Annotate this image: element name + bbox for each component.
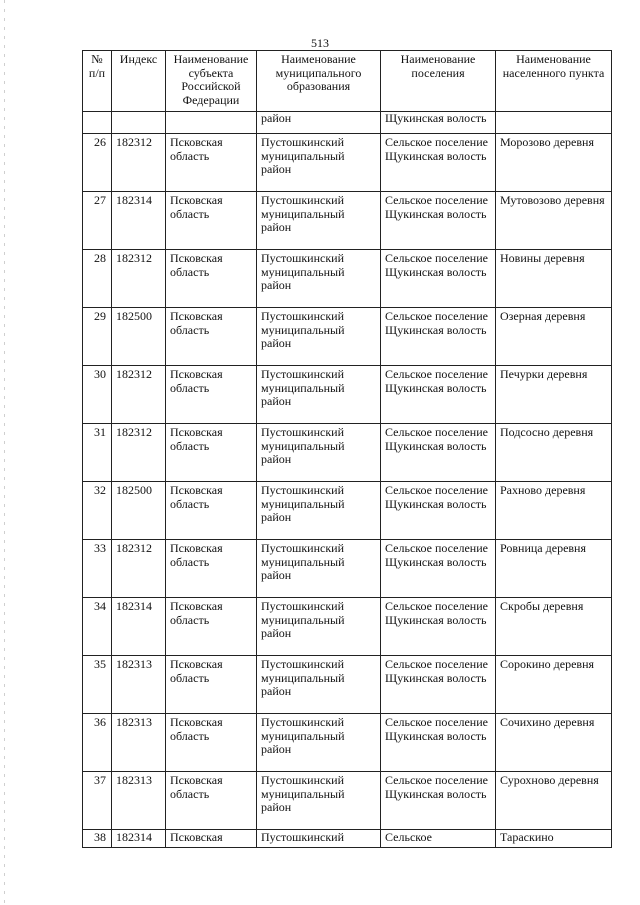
cell-num: 31 [83, 424, 112, 482]
cell-num: 26 [83, 134, 112, 192]
continuation-row [83, 112, 612, 134]
cell-num: 37 [83, 772, 112, 830]
cell-municipality: Пустошкинский [257, 830, 381, 848]
cell-municipality: Пустошкинский муниципальный район [257, 598, 381, 656]
cell-locality: Рахново деревня [496, 482, 612, 540]
cell-settlement: Щукинская волость [381, 112, 496, 134]
cell-settlement: Сельское поселение Щукинская волость [381, 192, 496, 250]
cell-index: 182312 [112, 540, 166, 598]
cell-locality: Печурки деревня [496, 366, 612, 424]
cell-municipality: Пустошкинский муниципальный район [257, 308, 381, 366]
cell-municipality: Пустошкинский муниципальный район [257, 424, 381, 482]
cell-municipality: Пустошкинский муниципальный район [257, 714, 381, 772]
cell-locality: Морозово деревня [496, 134, 612, 192]
page-number: 513 [311, 36, 329, 50]
cell-index: 182314 [112, 192, 166, 250]
cell-settlement: Сельское поселение Щукинская волость [381, 482, 496, 540]
header-subject: Наименование субъекта Российской Федерации [166, 51, 257, 112]
cell-municipality: Пустошкинский муниципальный район [257, 656, 381, 714]
table-row [83, 598, 612, 656]
cell-locality: Сочихино деревня [496, 714, 612, 772]
cell-index: 182313 [112, 714, 166, 772]
cell-subject: Псковская область [166, 598, 257, 656]
cell-locality: Мутовозово деревня [496, 192, 612, 250]
cell-subject: Псковская область [166, 656, 257, 714]
header-settlement: Наименование поселения [381, 51, 496, 112]
cell-subject: Псковская [166, 830, 257, 848]
scan-edge-mark [4, 0, 5, 905]
cell-subject: Псковская область [166, 192, 257, 250]
cell-num: 28 [83, 250, 112, 308]
table-row [83, 540, 612, 598]
cell-num: 32 [83, 482, 112, 540]
header-num: № п/п [83, 51, 112, 112]
cell-num: 29 [83, 308, 112, 366]
cell-municipality: Пустошкинский муниципальный район [257, 134, 381, 192]
cell-settlement: Сельское поселение Щукинская волость [381, 540, 496, 598]
cell-subject: Псковская область [166, 308, 257, 366]
cell-locality: Сорокино деревня [496, 656, 612, 714]
cell-num: 38 [83, 830, 112, 848]
header-index: Индекс [112, 51, 166, 112]
cell-num: 30 [83, 366, 112, 424]
cell-subject: Псковская область [166, 250, 257, 308]
cell-index: 182314 [112, 830, 166, 848]
settlements-table [82, 50, 612, 848]
cell-num [83, 112, 112, 134]
cell-subject: Псковская область [166, 540, 257, 598]
header-municipality: Наименование муниципального образования [257, 51, 381, 112]
cell-settlement: Сельское поселение Щукинская волость [381, 714, 496, 772]
table-row [83, 192, 612, 250]
cell-settlement: Сельское поселение Щукинская волость [381, 424, 496, 482]
cell-index: 182500 [112, 482, 166, 540]
cell-num: 27 [83, 192, 112, 250]
cell-municipality: Пустошкинский муниципальный район [257, 772, 381, 830]
cell-index: 182314 [112, 598, 166, 656]
cell-settlement: Сельское поселение Щукинская волость [381, 308, 496, 366]
cell-index: 182313 [112, 772, 166, 830]
table-row [83, 134, 612, 192]
cell-num: 33 [83, 540, 112, 598]
cell-index: 182500 [112, 308, 166, 366]
table-row [83, 250, 612, 308]
cell-municipality: Пустошкинский муниципальный район [257, 366, 381, 424]
cell-subject: Псковская область [166, 366, 257, 424]
cell-settlement: Сельское [381, 830, 496, 848]
cell-subject: Псковская область [166, 482, 257, 540]
table-header-row [83, 51, 612, 112]
cell-settlement: Сельское поселение Щукинская волость [381, 134, 496, 192]
cell-locality: Подсосно деревня [496, 424, 612, 482]
cell-municipality: Пустошкинский муниципальный район [257, 540, 381, 598]
cell-locality: Озерная деревня [496, 308, 612, 366]
table-row [83, 308, 612, 366]
cell-settlement: Сельское поселение Щукинская волость [381, 366, 496, 424]
cell-settlement: Сельское поселение Щукинская волость [381, 656, 496, 714]
table-row [83, 366, 612, 424]
cell-locality: Ровница деревня [496, 540, 612, 598]
cell-municipality: Пустошкинский муниципальный район [257, 482, 381, 540]
cell-num: 36 [83, 714, 112, 772]
cell-subject: Псковская область [166, 714, 257, 772]
cell-subject: Псковская область [166, 424, 257, 482]
table-row-partial [83, 830, 612, 848]
cell-index: 182312 [112, 250, 166, 308]
cell-index: 182313 [112, 656, 166, 714]
cell-locality: Новины деревня [496, 250, 612, 308]
cell-locality: Сурохново деревня [496, 772, 612, 830]
table-row [83, 772, 612, 830]
cell-settlement: Сельское поселение Щукинская волость [381, 250, 496, 308]
cell-settlement: Сельское поселение Щукинская волость [381, 772, 496, 830]
table-row [83, 482, 612, 540]
header-locality: Наименование населенного пункта [496, 51, 612, 112]
cell-municipality: Пустошкинский муниципальный район [257, 192, 381, 250]
table-row [83, 424, 612, 482]
cell-locality: Скробы деревня [496, 598, 612, 656]
cell-num: 34 [83, 598, 112, 656]
cell-index: 182312 [112, 134, 166, 192]
cell-municipality: район [257, 112, 381, 134]
cell-index [112, 112, 166, 134]
cell-index: 182312 [112, 424, 166, 482]
cell-subject: Псковская область [166, 772, 257, 830]
table-row [83, 656, 612, 714]
cell-municipality: Пустошкинский муниципальный район [257, 250, 381, 308]
cell-index: 182312 [112, 366, 166, 424]
cell-locality [496, 112, 612, 134]
table-row [83, 714, 612, 772]
cell-subject [166, 112, 257, 134]
cell-subject: Псковская область [166, 134, 257, 192]
cell-num: 35 [83, 656, 112, 714]
cell-locality: Тараскино [496, 830, 612, 848]
cell-settlement: Сельское поселение Щукинская волость [381, 598, 496, 656]
